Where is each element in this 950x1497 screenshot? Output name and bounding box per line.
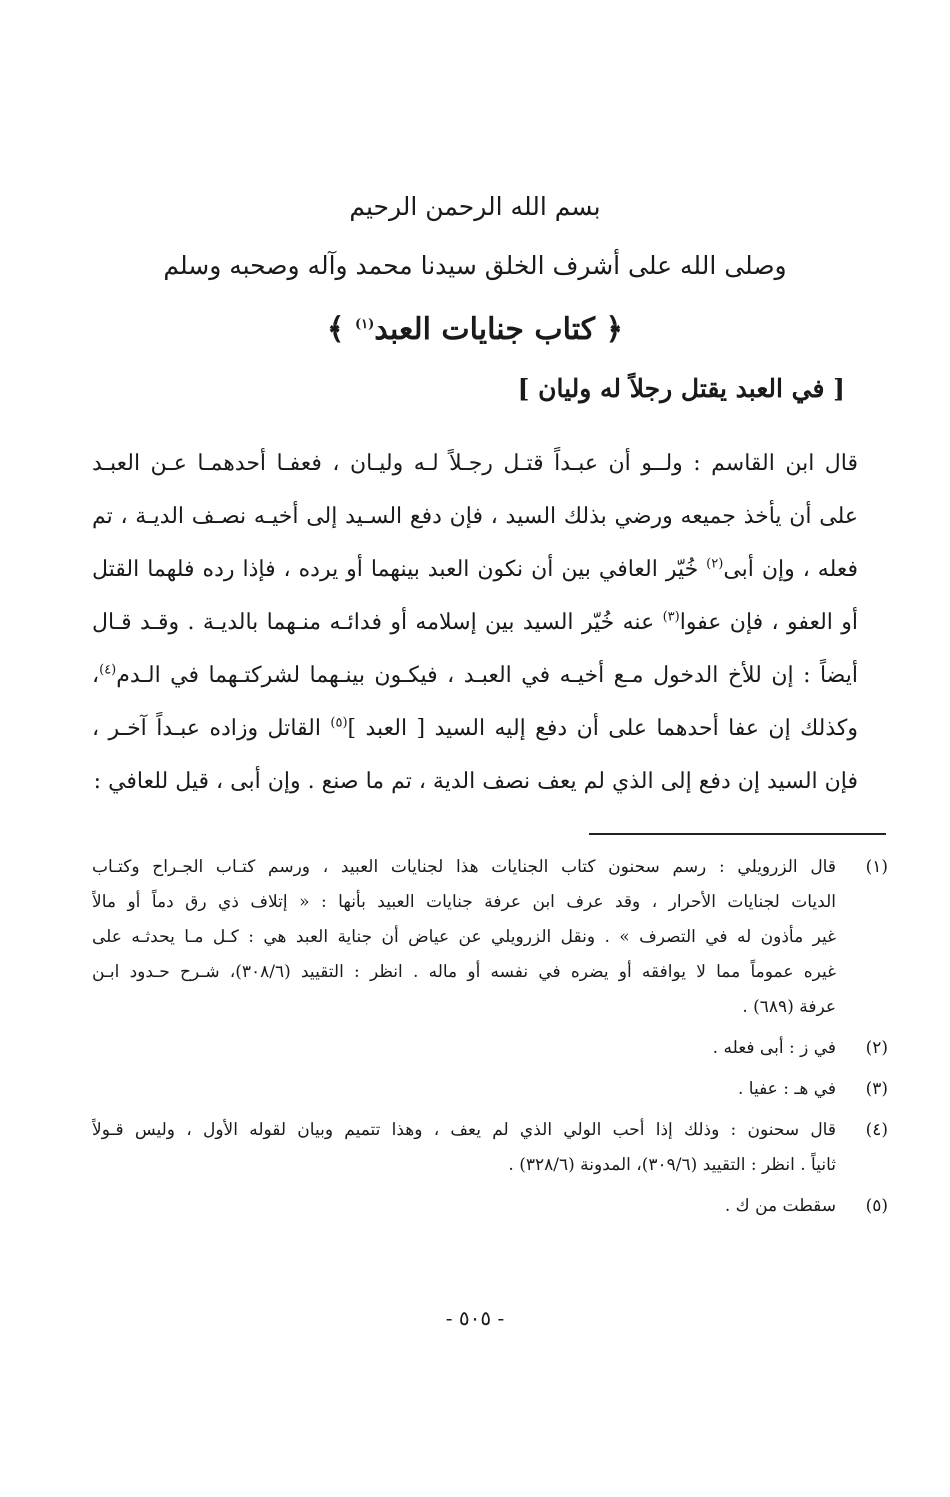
footnote-ref-4[interactable]: (٤) bbox=[99, 662, 117, 678]
footnote-line: قال سحنون : وذلك إذا أحب الولي الذي لم يعف ، وهذا تتميم وبيان لقوله الأول ، وليس قـولاً bbox=[92, 1120, 836, 1140]
footnote-2 bbox=[92, 1031, 888, 1066]
footnote-ref-2[interactable]: (٢) bbox=[706, 556, 724, 572]
footnote-3 bbox=[92, 1072, 888, 1107]
footnote-line: الديات لجنايات الأحرار ، وقد عرف ابن عرفة جنايات العبيد بأنها : « إتلاف ذي رق دماً أو مالاً bbox=[92, 892, 836, 912]
footnotes bbox=[92, 850, 888, 1230]
text-line: أو العفو ، فإن عفوا$^{(٣)}$ عنه خُيّر السيد بين إسلامه أو فدائـه منـهما بالديـة . وقـد قـال bbox=[92, 609, 858, 635]
footnote-ref-1[interactable]: (١) bbox=[354, 317, 375, 332]
footnote-separator bbox=[589, 833, 886, 835]
footnote-5 bbox=[92, 1189, 888, 1224]
book-title-text: كتاب جنايات العبد bbox=[374, 312, 596, 347]
footnote-line: قال الزرويلي : رسم سحنون كتاب الجنايات هذا لجنايات العبيد ، ورسم كتـاب الجـراح وكتـاب bbox=[92, 857, 836, 877]
footnote-number: (١) bbox=[865, 857, 888, 877]
text-line: فإن السيد إن دفع إلى الذي لم يعف نصف الدية ، تم ما صنع . وإن أبى ، قيل للعافي : bbox=[93, 769, 858, 794]
footnote-ref-3[interactable]: (٣) bbox=[662, 609, 680, 625]
basmala-heading: بسم الله الرحمن الرحيم bbox=[349, 192, 601, 221]
footnote-line: عرفة (٦٨٩) . bbox=[742, 997, 836, 1017]
salawat-line: وصلى الله على أشرف الخلق سيدنا محمد وآله وصحبه وسلم bbox=[163, 251, 787, 280]
text-line: أيضاً : إن للأخ الدخول مـع أخيـه في العبـد ، فيكـون بينـهما لشركتـهما في الـدم$^{(٤)}$، bbox=[92, 662, 858, 688]
ornate-bracket-close: ﴾ bbox=[326, 312, 355, 347]
footnote-line: ثانياً . انظر : التقييد (٣٠٩/٦)، المدونة (٣٢٨/٦) . bbox=[508, 1155, 836, 1175]
footnote-line: غير مأذون له في التصرف » . ونقل الزرويلي عن عياض أن جناية العبد هي : كـل مـا يحدثـه على bbox=[92, 927, 836, 947]
text-line: قال ابن القاسم : ولــو أن عبـداً قتـل رجـلاً لـه وليـان ، فعفـا أحدهمـا عـن العبـد bbox=[92, 451, 858, 476]
footnote-line: في هـ : عفيا . bbox=[737, 1079, 836, 1099]
page-number: - ٥٠٥ - bbox=[445, 1306, 505, 1330]
text-line: على أن يأخذ جميعه ورضي بذلك السيد ، فإن دفع السـيد إلى أخيـه نصـف الديـة ، تم bbox=[92, 504, 858, 529]
footnote-line: في ز : أبى فعله . bbox=[712, 1038, 836, 1058]
footnote-number: (٣) bbox=[865, 1079, 888, 1099]
book-title bbox=[0, 312, 950, 347]
footnote-number: (٤) bbox=[865, 1120, 888, 1140]
footnote-number: (٢) bbox=[865, 1038, 888, 1058]
footnote-ref-5[interactable]: (٥) bbox=[330, 715, 348, 731]
ornate-bracket-open: ﴿ bbox=[595, 312, 624, 347]
footnote-line: غيره عموماً مما لا يوافقه أو يضره في نفسه أو ماله . انظر : التقييد (٣٠٨/٦)، شـرح حـدود ابـن bbox=[92, 962, 836, 982]
footnote-1 bbox=[92, 850, 888, 1025]
text-line: وكذلك إن عفا أحدهما على أن دفع إليه السيد [ العبد ]$^{(٥)}$ القاتل وزاده عبـداً آخـر ، bbox=[92, 715, 858, 741]
section-title: [ في العبد يقتل رجلاً له وليان ] bbox=[517, 374, 845, 403]
text-line: فعله ، وإن أبى$^{(٢)}$ خُيّر العافي بين أن نكون العبد بينهما أو يرده ، فإذا رده فلهما القتل bbox=[92, 556, 858, 582]
main-text bbox=[92, 437, 858, 808]
footnote-4 bbox=[92, 1113, 888, 1183]
footnote-line: سقطت من ك . bbox=[724, 1196, 836, 1216]
footnote-number: (٥) bbox=[865, 1196, 888, 1216]
